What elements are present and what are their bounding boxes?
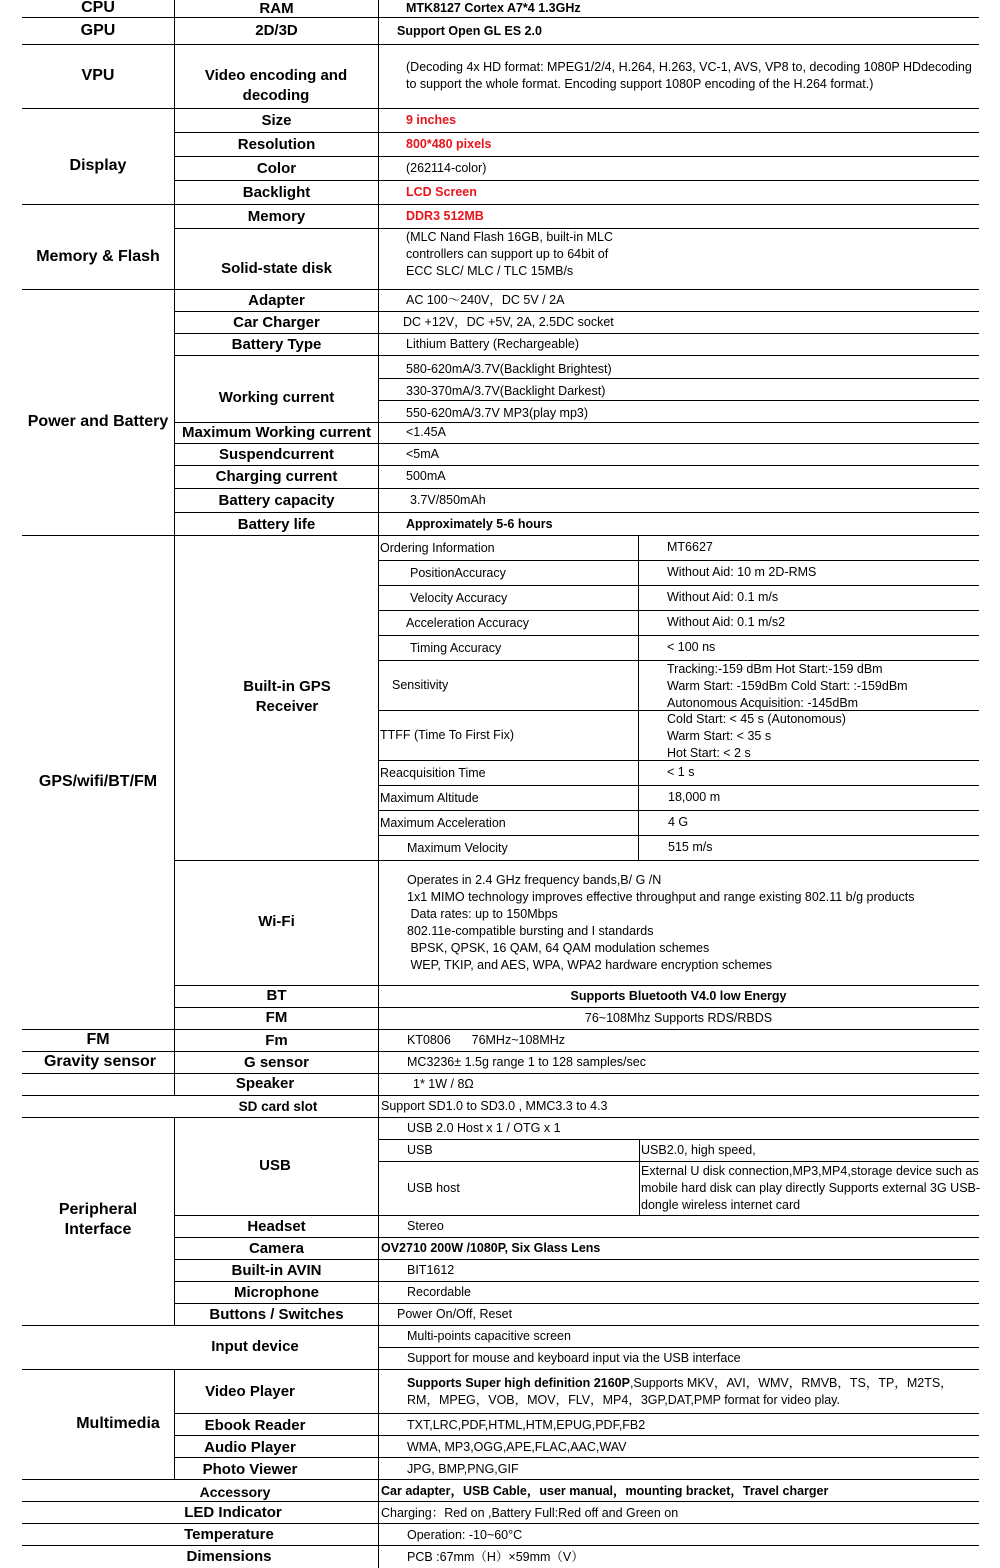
gps-key-ordering: Ordering Information xyxy=(380,541,495,555)
wifi-label: Wi-Fi xyxy=(258,913,295,930)
battery-life-value: Approximately 5-6 hours xyxy=(406,517,553,531)
speaker-value: 1* 1W / 8Ω xyxy=(413,1077,474,1091)
car-charger-label: Car Charger xyxy=(233,314,320,331)
multimedia-category: Multimedia xyxy=(76,1415,160,1432)
wifi-line-4: 802.11e-compatible bursting and I standards xyxy=(407,924,654,938)
gps-key-reacquisition: Reacquisition Time xyxy=(380,766,486,780)
battery-type-value: Lithium Battery (Rechargeable) xyxy=(406,337,579,351)
charging-current-label: Charging current xyxy=(215,468,338,485)
wifi-line-3: Data rates: up to 150Mbps xyxy=(407,907,558,921)
bt-label: BT xyxy=(266,987,287,1004)
usb-key-usb: USB xyxy=(407,1143,433,1157)
working-current-value-3: 550-620mA/3.7V MP3(play mp3) xyxy=(406,406,589,420)
gps-key-acceleration: Acceleration Accuracy xyxy=(406,616,529,630)
gps-key-timing: Timing Accuracy xyxy=(410,641,502,655)
gps-val-velocity: Without Aid: 0.1 m/s xyxy=(667,590,779,604)
fm-value: KT0806 76MHz~108MHz xyxy=(407,1033,566,1047)
battery-capacity-label: Battery capacity xyxy=(218,492,335,509)
adapter-value: AC 100～240V，DC 5V / 2A xyxy=(406,293,565,307)
gps-category: GPS/wifi/BT/FM xyxy=(38,773,158,790)
fm-sub-value: 76~108Mhz Supports RDS/RBDS xyxy=(584,1011,773,1025)
display-category: Display xyxy=(69,157,127,174)
fm-category: FM xyxy=(86,1031,110,1048)
wifi-line-5: BPSK, QPSK, 16 QAM, 64 QAM modulation schemes xyxy=(407,941,710,955)
gps-val-acceleration: Without Aid: 0.1 m/s2 xyxy=(667,615,786,629)
gpu-label: 2D/3D xyxy=(255,22,298,39)
video-player-label: Video Player xyxy=(205,1383,295,1400)
temperature-label: Temperature xyxy=(184,1526,274,1543)
temperature-value: Operation: -10~60°C xyxy=(407,1528,523,1542)
headset-value: Stereo xyxy=(407,1219,444,1233)
memory-value: DDR3 512MB xyxy=(406,209,484,223)
dimensions-value: PCB :67mm（H）×59mm（V） xyxy=(407,1550,584,1564)
display-resolution-value: 800*480 pixels xyxy=(406,137,492,151)
avin-value: BIT1612 xyxy=(407,1263,455,1277)
battery-type-label: Battery Type xyxy=(231,336,322,353)
usb-key-host: USB host xyxy=(407,1181,460,1195)
ssd-label: Solid-state disk xyxy=(221,260,332,277)
gps-label: Built-in GPS Receiver xyxy=(243,678,331,715)
input-value-2: Support for mouse and keyboard input via the USB interface xyxy=(407,1351,741,1365)
gpu-value: Support Open GL ES 2.0 xyxy=(397,24,542,38)
video-player-value xyxy=(407,1375,967,1409)
working-current-value-1: 580-620mA/3.7V(Backlight Brightest) xyxy=(406,362,612,376)
input-value-1: Multi-points capacitive screen xyxy=(407,1329,571,1343)
headset-label: Headset xyxy=(247,1218,306,1235)
gps-key-velocity-max: Maximum Velocity xyxy=(407,841,508,855)
gsensor-label: G sensor xyxy=(243,1054,310,1071)
gravity-category: Gravity sensor xyxy=(43,1053,157,1070)
audio-player-value: WMA, MP3,OGG,APE,FLAC,AAC,WAV xyxy=(407,1440,627,1454)
sdcard-label: SD card slot xyxy=(238,1099,318,1114)
gps-key-max-accel: Maximum Acceleration xyxy=(380,816,506,830)
gps-val-position: Without Aid: 10 m 2D-RMS xyxy=(667,565,817,579)
usb-val-host: External U disk connection,MP3,MP4,storage device such as mobile hard disk can play directly Supports external 3G USB-dongle wireless internet card xyxy=(641,1164,981,1212)
accessory-label: Accessory xyxy=(199,1484,271,1500)
dimensions-label: Dimensions xyxy=(186,1548,272,1565)
adapter-label: Adapter xyxy=(248,292,305,309)
cpu-label: RAM xyxy=(259,0,294,17)
camera-label: Camera xyxy=(248,1240,305,1257)
gps-val-sensitivity-3: Autonomous Acquisition: -145dBm xyxy=(667,696,859,710)
cpu-category: CPU xyxy=(81,0,115,16)
gps-key-sensitivity: Sensitivity xyxy=(392,678,449,692)
camera-value: OV2710 200W /1080P, Six Glass Lens xyxy=(381,1241,601,1255)
gps-val-reacquisition: < 1 s xyxy=(667,765,695,779)
gps-val-ttff-3: Hot Start: < 2 s xyxy=(667,746,751,760)
vpu-value: (Decoding 4x HD format: MPEG1/2/4, H.264, H.263, VC-1, AVS, VP8 to, decoding 1080P HDdecoding to support the whole format. Encoding support 1080P encoding of the H.264 format.) xyxy=(406,60,972,91)
microphone-value: Recordable xyxy=(407,1285,471,1299)
display-color-value: (262114-color) xyxy=(406,161,487,175)
charging-current-value: 500mA xyxy=(406,469,446,483)
gps-val-ttff-2: Warm Start: < 35 s xyxy=(667,729,772,743)
vpu-label: Video encoding and decoding xyxy=(204,67,348,104)
gps-val-altitude: 18,000 m xyxy=(668,790,721,804)
battery-life-label: Battery life xyxy=(237,516,316,533)
working-current-value-2: 330-370mA/3.7V(Backlight Darkest) xyxy=(406,384,606,398)
gps-val-max-accel: 4 G xyxy=(668,815,689,829)
battery-capacity-value: 3.7V/850mAh xyxy=(410,493,486,507)
display-resolution-label: Resolution xyxy=(237,136,316,153)
cpu-value: MTK8127 Cortex A7*4 1.3GHz xyxy=(406,1,581,15)
ssd-value: (MLC Nand Flash 16GB, built-in MLC controllers can support up to 64bit of ECC SLC/ MLC / TLC 15MB/s xyxy=(406,230,614,278)
gps-val-velocity-max: 515 m/s xyxy=(668,840,713,854)
display-size-label: Size xyxy=(261,112,292,129)
gps-val-sensitivity-1: Tracking:-159 dBm Hot Start:-159 dBm xyxy=(667,662,883,676)
gps-key-altitude: Maximum Altitude xyxy=(380,791,479,805)
ebook-value: TXT,LRC,PDF,HTML,HTM,EPUG,PDF,FB2 xyxy=(407,1418,646,1432)
input-device-label: Input device xyxy=(211,1338,299,1355)
memory-category: Memory & Flash xyxy=(36,248,160,265)
gps-val-ordering: MT6627 xyxy=(667,540,713,554)
usb-top-value: USB 2.0 Host x 1 / OTG x 1 xyxy=(407,1121,561,1135)
audio-player-label: Audio Player xyxy=(204,1439,296,1456)
usb-val-usb: USB2.0, high speed, xyxy=(641,1143,756,1157)
peripheral-category: Peripheral Interface xyxy=(58,1201,138,1238)
bt-value: Supports Bluetooth V4.0 low Energy xyxy=(570,989,787,1003)
max-working-current-value: <1.45A xyxy=(406,425,446,439)
avin-label: Built-in AVIN xyxy=(231,1262,322,1279)
gps-val-ttff-1: Cold Start: < 45 s (Autonomous) xyxy=(667,712,846,726)
usb-label: USB xyxy=(259,1157,291,1174)
gpu-category: GPU xyxy=(80,22,116,39)
video-player-value-bold: Supports Super high definition 2160P xyxy=(407,1376,630,1390)
gps-key-ttff: TTFF (Time To First Fix) xyxy=(380,728,515,742)
fm-label: Fm xyxy=(265,1032,288,1049)
memory-label: Memory xyxy=(247,208,306,225)
gps-val-sensitivity-2: Warm Start: -159dBm Cold Start: :-159dBm xyxy=(667,679,908,693)
gps-key-velocity: Velocity Accuracy xyxy=(410,591,508,605)
car-charger-value: DC +12V，DC +5V, 2A, 2.5DC socket xyxy=(403,315,614,329)
power-category: Power and Battery xyxy=(27,413,169,430)
wifi-line-6: WEP, TKIP, and AES, WPA, WPA2 hardware encryption schemes xyxy=(407,958,772,972)
microphone-label: Microphone xyxy=(234,1284,319,1301)
buttons-value: Power On/Off, Reset xyxy=(397,1307,513,1321)
fm-sub-label: FM xyxy=(265,1009,288,1026)
display-size-value: 9 inches xyxy=(406,113,457,127)
led-label: LED Indicator xyxy=(184,1504,282,1521)
led-value: Charging：Red on ,Battery Full:Red off and Green on xyxy=(381,1506,679,1520)
speaker-label: Speaker xyxy=(235,1075,295,1092)
display-color-label: Color xyxy=(256,160,297,177)
photo-viewer-value: JPG, BMP,PNG,GIF xyxy=(407,1462,519,1476)
suspend-current-label: Suspendcurrent xyxy=(218,446,335,463)
max-working-current-label: Maximum Working current xyxy=(182,424,371,441)
display-backlight-value: LCD Screen xyxy=(406,185,477,199)
vpu-category: VPU xyxy=(81,67,115,84)
accessory-value: Car adapter，USB Cable，user manual，mounting bracket，Travel charger xyxy=(381,1484,829,1498)
wifi-line-1: Operates in 2.4 GHz frequency bands,B/ G /N xyxy=(407,873,662,887)
gsensor-value: MC3236± 1.5g range 1 to 128 samples/sec xyxy=(407,1055,646,1069)
gps-key-position: PositionAccuracy xyxy=(410,566,506,580)
ebook-label: Ebook Reader xyxy=(204,1417,306,1434)
wifi-line-2: 1x1 MIMO technology improves effective throughput and range existing 802.11 b/g products xyxy=(407,890,915,904)
working-current-label: Working current xyxy=(218,389,335,406)
buttons-label: Buttons / Switches xyxy=(209,1306,344,1323)
suspend-current-value: <5mA xyxy=(406,447,440,461)
photo-viewer-label: Photo Viewer xyxy=(202,1461,298,1478)
display-backlight-label: Backlight xyxy=(242,184,311,201)
sdcard-value: Support SD1.0 to SD3.0 , MMC3.3 to 4.3 xyxy=(381,1099,608,1113)
gps-val-timing: < 100 ns xyxy=(667,640,716,654)
video-player-value-rest: ,Supports MKV，AVI，WMV，RMVB，TS，TP，M2TS，RM，MPEG，VOB，MOV，FLV，MP4，3GP,DAT,PMP format for video play. xyxy=(407,1376,953,1407)
